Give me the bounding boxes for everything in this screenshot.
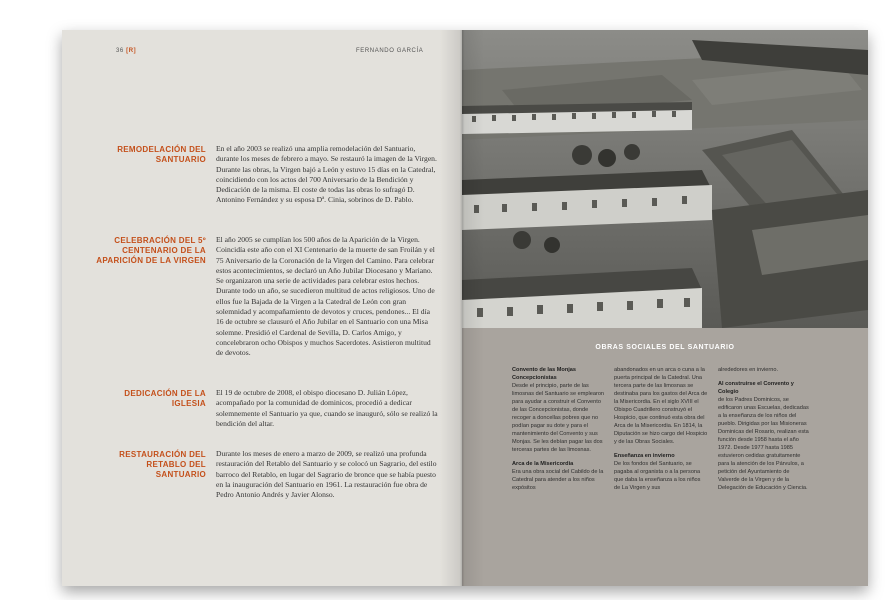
author-header: FERNANDO GARCÍA	[356, 48, 424, 54]
text-convento: Desde el principio, parte de las limosnas del Santuario se emplearon para ayudar a construir el Convento de las Concepcionistas, donde recoger a doncellas pobres que no podían pagar su dote y para el mantenimiento del Convento y sus Monjas. Se les debían pagar las dos terceras partes de las limosnas.	[512, 383, 605, 453]
obras-column-1	[512, 366, 606, 492]
text-arca-cont: abandonados en un arca o cuna a la puerta principal de la Catedral. Una tercera parte de las limosnas se destinaba para los gastos del Arca de la Misericordia. En el siglo XVIII el Obispo Cuadrillero construyó el Hospicio, que continuó esta obra del Arca de la Misericordia. En 1814, la Diputación se hizo cargo del Hospicio y de las Obras Sociales.	[614, 367, 708, 445]
section-title-remodelacion: REMODELACIÓN DEL SANTUARIO	[117, 145, 206, 164]
heading-ensenanza: Enseñanza en invierno	[614, 453, 675, 459]
text-ensenanza-cont: alrededores en invierno.	[718, 367, 779, 373]
section-title-celebracion: CELEBRACIÓN DEL 5º CENTENARIO DE LA APARICIÓN DE LA VIRGEN	[96, 236, 206, 265]
obras-sociales-title: OBRAS SOCIALES DEL SANTUARIO	[595, 344, 735, 351]
text-convento-colegio: de los Padres Dominicos, se edificaron unas Escuelas, dedicadas a la enseñanza de los niños del pueblo. Dirigidas por las Misioneras Dominicas del Rosario, realizan esta función desde 1958 hasta el año 1972. Desde 1977 hasta 1985 estuvieron cedidas gratuitamente para la atención de los Párvulos, a petición del Ayuntamiento de Valverde de la Virgen y de la Delegación de Educación y Ciencia.	[718, 397, 809, 491]
text-arca: Era una obra social del Cabildo de la Catedral para atender a los niños expósitos	[512, 469, 604, 491]
section-title-dedicacion: DEDICACIÓN DE LA IGLESIA	[124, 389, 206, 408]
section-body-restauracion: Durante los meses de enero a marzo de 2009, se realizó una profunda restauración del Retablo del Santuario y se colocó un Sagrario, del estilo barroco del Retablo, en lugar del Sagrario de bronce que se había puesto en la inauguración del Santuario en 1961. La restauración fue obra de Pedro Antonio Andrés y Javier Alonso.	[216, 449, 437, 500]
section-body-celebracion: El año 2005 se cumplían los 500 años de la Aparición de la Virgen. Coincidía este año con el XI Centenario de la muerte de san Froilán y el 75 Aniversario de la Coronación de la Virgen del Camino. Para celebrar estos acontecimientos, se declaró un Año Jubilar Diocesano y Mariano. Se organizaron una serie de actividades para celebrar estos hechos. Durante todo un año, se sucedieron multitud de actos religiosos. Uno de ellos fue la Bajada de la Virgen a la Catedral de León con gran solemnidad y acompañamiento de devotos y cruces, pendones... El día 16 de octubre se clausuró el Año Jubilar en el Santuario con una Misa solemne. Presidió el Cardenal de Sevilla, D. Carlos Amigo, y concelebraron ocho Obispos y muchos Sacerdotes. Asistieron multitud de devotos.	[216, 235, 435, 358]
page-number: 36 [R]	[116, 48, 137, 54]
obras-column-3	[718, 366, 812, 492]
section-title-restauracion: RESTAURACIÓN DEL RETABLO DEL SANTUARIO	[119, 450, 206, 479]
section-body-remodelacion: En el año 2003 se realizó una amplia remodelación del Santuario, durante los meses de febrero a mayo. Se restauró la imagen de la Virgen. Durante las obras, la Virgen bajó a León y estuvo 15 días en la Catedral, coincidiendo con los actos del 700 Aniversario de la Bendición y Dedicación de la misma. El coste de todas las obras lo sufragó D. Antonino Fernández y su esposa Dª. Cinia, sobrinos de D. Pablo.	[216, 144, 437, 205]
section-body-dedicacion: El 19 de octubre de 2008, el obispo diocesano D. Julián López, acompañado por la comunidad de dominicos, procedió a dedicar solemnemente el Santuario ya que, cuando se inauguró, sólo se realizó la bendición del altar.	[216, 388, 438, 428]
text-ensenanza: De los fondos del Santuario, se pagaba al organista o a la persona que daba la enseñanza a los niños de La Virgen y sus	[614, 461, 701, 491]
spine-gutter	[440, 30, 484, 586]
heading-convento-colegio: Al construirse el Convento y Colegio	[718, 381, 794, 395]
heading-arca: Arca de la Misericordia	[512, 461, 574, 467]
page-marker: [R]	[126, 48, 137, 54]
heading-convento: Convento de las Monjas Concepcionistas	[512, 367, 577, 381]
aerial-photo-santuario	[462, 30, 868, 328]
obras-column-2	[614, 366, 708, 492]
